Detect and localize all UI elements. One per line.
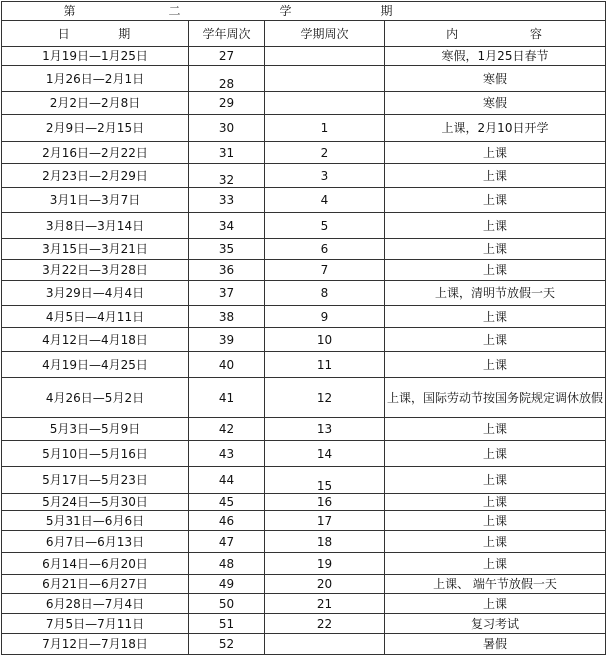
cell-content: 上课、 端午节放假一天 — [385, 575, 606, 594]
table-row — [2, 634, 606, 655]
cell-term-week — [265, 66, 385, 92]
cell-term-week: 11 — [265, 352, 385, 378]
table-row — [2, 92, 606, 115]
cell-dates: 4月5日—4月11日 — [2, 306, 189, 328]
cell-term-week: 10 — [265, 328, 385, 352]
cell-term-week — [265, 92, 385, 115]
cell-content: 上课 — [385, 260, 606, 281]
cell-dates: 7月5日—7月11日 — [2, 614, 189, 634]
cell-content: 上课 — [385, 142, 606, 164]
cell-content: 上课，清明节放假一天 — [385, 281, 606, 306]
cell-dates: 4月19日—4月25日 — [2, 352, 189, 378]
cell-content: 寒假 — [385, 66, 606, 92]
cell-dates: 3月1日—3月7日 — [2, 188, 189, 213]
cell-term-week: 18 — [265, 531, 385, 553]
cell-content: 上课 — [385, 328, 606, 352]
cell-content: 上课 — [385, 553, 606, 575]
cell-content: 上课 — [385, 494, 606, 511]
cell-term-week: 14 — [265, 441, 385, 467]
cell-content: 寒假，1月25日春节 — [385, 47, 606, 66]
table-row — [2, 66, 606, 92]
cell-term-week: 20 — [265, 575, 385, 594]
cell-dates: 5月24日—5月30日 — [2, 494, 189, 511]
cell-year-week: 30 — [189, 115, 265, 142]
cell-dates: 2月16日—2月22日 — [2, 142, 189, 164]
table-row — [2, 164, 606, 188]
cell-year-week: 31 — [189, 142, 265, 164]
cell-dates: 7月12日—7月18日 — [2, 634, 189, 655]
cell-dates: 1月19日—1月25日 — [2, 47, 189, 66]
cell-term-week: 6 — [265, 239, 385, 260]
table-row — [2, 213, 606, 239]
cell-term-week: 21 — [265, 594, 385, 614]
cell-dates: 6月7日—6月13日 — [2, 531, 189, 553]
cell-year-week: 34 — [189, 213, 265, 239]
cell-term-week — [265, 634, 385, 655]
cell-dates: 2月9日—2月15日 — [2, 115, 189, 142]
cell-term-week: 3 — [265, 164, 385, 188]
header-year-week: 学年周次 — [189, 21, 265, 47]
cell-year-week: 37 — [189, 281, 265, 306]
cell-year-week: 47 — [189, 531, 265, 553]
header-term-week: 学期周次 — [265, 21, 385, 47]
cell-year-week: 40 — [189, 352, 265, 378]
cell-year-week: 44 — [189, 467, 265, 494]
cell-dates: 3月29日—4月4日 — [2, 281, 189, 306]
cell-content: 上课 — [385, 441, 606, 467]
table-row — [2, 281, 606, 306]
cell-year-week: 36 — [189, 260, 265, 281]
cell-dates: 4月12日—4月18日 — [2, 328, 189, 352]
cell-term-week: 13 — [265, 418, 385, 441]
cell-content: 上课 — [385, 531, 606, 553]
cell-term-week: 8 — [265, 281, 385, 306]
title-char: 学 — [279, 4, 293, 18]
cell-content: 上课 — [385, 418, 606, 441]
cell-dates: 2月23日—2月29日 — [2, 164, 189, 188]
cell-term-week: 4 — [265, 188, 385, 213]
table-row — [2, 239, 606, 260]
table-row — [2, 614, 606, 634]
title-char: 第 — [63, 4, 77, 18]
cell-dates: 6月28日—7月4日 — [2, 594, 189, 614]
cell-term-week: 9 — [265, 306, 385, 328]
cell-content: 上课 — [385, 306, 606, 328]
cell-content: 上课 — [385, 239, 606, 260]
cell-dates: 2月2日—2月8日 — [2, 92, 189, 115]
cell-term-week: 2 — [265, 142, 385, 164]
cell-year-week: 39 — [189, 328, 265, 352]
column-header-row — [2, 21, 606, 47]
cell-year-week: 33 — [189, 188, 265, 213]
cell-year-week: 32 — [189, 164, 265, 188]
cell-content: 上课 — [385, 164, 606, 188]
cell-dates: 1月26日—2月1日 — [2, 66, 189, 92]
cell-term-week: 7 — [265, 260, 385, 281]
table-row — [2, 418, 606, 441]
cell-dates: 5月17日—5月23日 — [2, 467, 189, 494]
cell-term-week: 17 — [265, 511, 385, 531]
table-row — [2, 467, 606, 494]
cell-content: 上课 — [385, 511, 606, 531]
cell-year-week: 49 — [189, 575, 265, 594]
cell-dates: 3月15日—3月21日 — [2, 239, 189, 260]
cell-year-week: 27 — [189, 47, 265, 66]
header-content: 内 容 — [385, 21, 606, 47]
table-row — [2, 594, 606, 614]
cell-content: 上课 — [385, 594, 606, 614]
cell-year-week: 38 — [189, 306, 265, 328]
cell-year-week: 41 — [189, 378, 265, 418]
cell-dates: 6月21日—6月27日 — [2, 575, 189, 594]
cell-dates: 5月3日—5月9日 — [2, 418, 189, 441]
cell-term-week: 19 — [265, 553, 385, 575]
cell-content: 上课 — [385, 467, 606, 494]
cell-year-week: 50 — [189, 594, 265, 614]
cell-dates: 3月22日—3月28日 — [2, 260, 189, 281]
cell-dates: 5月31日—6月6日 — [2, 511, 189, 531]
table-row — [2, 441, 606, 467]
table-row — [2, 47, 606, 66]
cell-dates: 6月14日—6月20日 — [2, 553, 189, 575]
table-row — [2, 553, 606, 575]
table-row — [2, 115, 606, 142]
cell-term-week: 16 — [265, 494, 385, 511]
semester-title — [2, 2, 606, 21]
cell-content: 上课 — [385, 352, 606, 378]
cell-year-week: 52 — [189, 634, 265, 655]
header-dates: 日 期 — [2, 21, 189, 47]
cell-content: 暑假 — [385, 634, 606, 655]
cell-year-week: 29 — [189, 92, 265, 115]
cell-content: 寒假 — [385, 92, 606, 115]
table-row — [2, 188, 606, 213]
cell-term-week: 22 — [265, 614, 385, 634]
cell-term-week: 15 — [265, 467, 385, 494]
cell-content: 上课，国际劳动节按国务院规定调休放假 — [385, 378, 606, 418]
cell-content: 上课 — [385, 213, 606, 239]
title-char: 二 — [168, 4, 182, 18]
cell-term-week: 12 — [265, 378, 385, 418]
cell-content: 复习考试 — [385, 614, 606, 634]
cell-dates: 4月26日—5月2日 — [2, 378, 189, 418]
cell-year-week: 48 — [189, 553, 265, 575]
cell-year-week: 51 — [189, 614, 265, 634]
title-char: 期 — [380, 4, 394, 18]
cell-year-week: 43 — [189, 441, 265, 467]
cell-content: 上课，2月10日开学 — [385, 115, 606, 142]
cell-term-week: 5 — [265, 213, 385, 239]
table-row — [2, 306, 606, 328]
table-row — [2, 328, 606, 352]
table-row — [2, 575, 606, 594]
cell-year-week: 45 — [189, 494, 265, 511]
cell-dates: 3月8日—3月14日 — [2, 213, 189, 239]
table-row — [2, 511, 606, 531]
table-row — [2, 352, 606, 378]
cell-term-week — [265, 47, 385, 66]
cell-year-week: 28 — [189, 66, 265, 92]
cell-dates: 5月10日—5月16日 — [2, 441, 189, 467]
cell-year-week: 46 — [189, 511, 265, 531]
table-row — [2, 142, 606, 164]
cell-term-week: 1 — [265, 115, 385, 142]
table-row — [2, 531, 606, 553]
table-row — [2, 260, 606, 281]
cell-year-week: 35 — [189, 239, 265, 260]
cell-content: 上课 — [385, 188, 606, 213]
semester-title-row — [2, 2, 606, 21]
table-row — [2, 494, 606, 511]
semester-calendar-table — [1, 1, 606, 655]
cell-year-week: 42 — [189, 418, 265, 441]
table-row — [2, 378, 606, 418]
